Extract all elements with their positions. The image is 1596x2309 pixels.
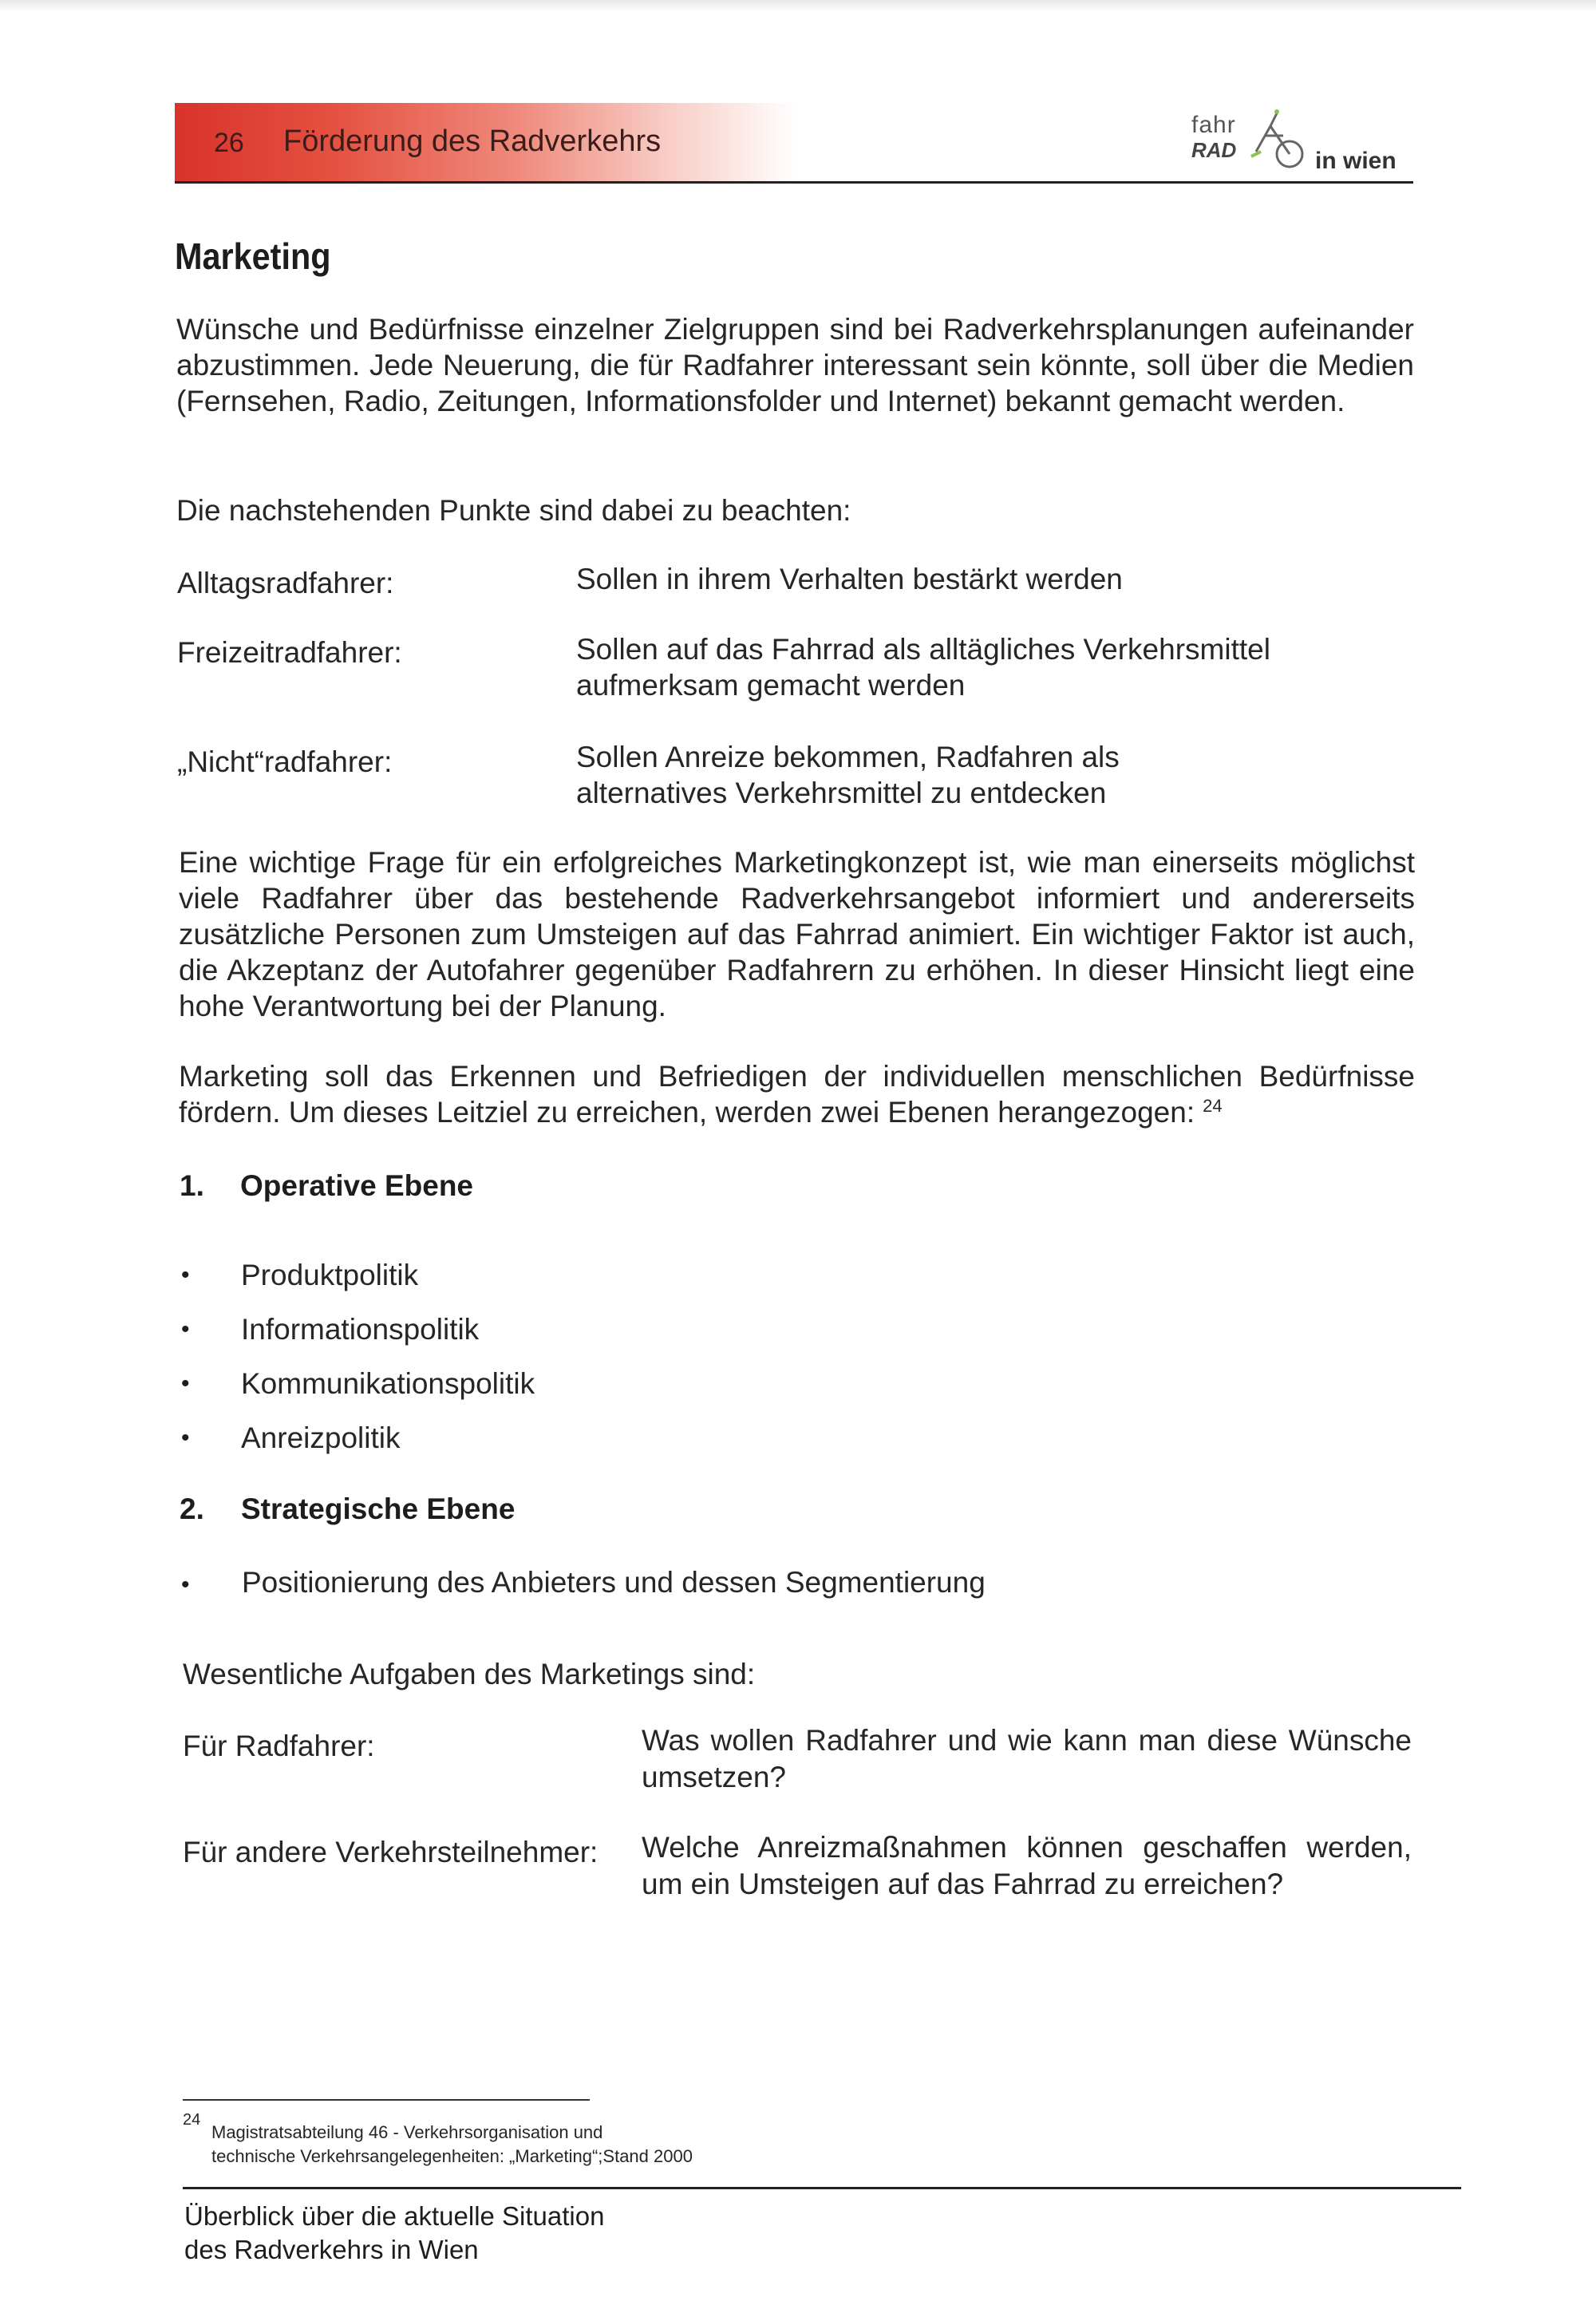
- levels-paragraph: [179, 1058, 1415, 1130]
- logo-text-rad: RAD: [1191, 138, 1237, 162]
- task-label: Für andere Verkehrsteilnehmer:: [183, 1836, 598, 1868]
- footnote-line: technische Verkehrsangelegenheiten: „Marketing“;Stand 2000: [211, 2146, 693, 2166]
- bullet-icon: •: [181, 1370, 190, 1397]
- target-group-label: „Nicht“radfahrer:: [177, 745, 393, 778]
- level-number: 2.: [180, 1493, 204, 1525]
- list-item: Produktpolitik: [241, 1259, 419, 1291]
- footer-text: [184, 2200, 604, 2267]
- scan-edge: [0, 0, 1596, 11]
- level-title: Operative Ebene: [240, 1169, 474, 1202]
- target-group-text: Sollen in ihrem Verhalten bestärkt werden: [576, 563, 1123, 595]
- task-text: Was wollen Radfahrer und wie kann man diese Wünsche umsetzen?: [642, 1724, 1412, 1793]
- chapter-title: Förderung des Radverkehrs: [283, 125, 662, 158]
- page-number: 26: [214, 128, 244, 158]
- footnote-divider: [183, 2099, 590, 2101]
- bullet-icon: •: [181, 1425, 190, 1451]
- footer-line: Überblick über die aktuelle Situation: [184, 2201, 605, 2231]
- footnote-reference: 24: [1203, 1095, 1223, 1116]
- level-title: Strategische Ebene: [241, 1493, 516, 1525]
- target-group-label: Freizeitradfahrer:: [177, 636, 402, 669]
- tasks-intro: Wesentliche Aufgaben des Marketings sind:: [183, 1658, 756, 1690]
- footer-line: des Radverkehrs in Wien: [184, 2235, 479, 2264]
- footnote-number: 24: [183, 2111, 201, 2129]
- task-label: Für Radfahrer:: [183, 1730, 375, 1762]
- footnote-text: [211, 2121, 693, 2169]
- list-item: Anreizpolitik: [241, 1421, 401, 1454]
- section-heading: Marketing: [175, 235, 331, 277]
- header-divider: [175, 181, 1413, 184]
- footer-divider: [183, 2187, 1461, 2189]
- target-group-label: Alltagsradfahrer:: [177, 567, 394, 599]
- levels-paragraph-text: Marketing soll das Erkennen und Befriedigen der individuellen menschlichen Bedürfnisse fördern. Um dieses Leitziel zu erreichen, werden zwei Ebenen herangezogen:: [179, 1060, 1415, 1129]
- target-group-text: Sollen auf das Fahrrad als alltägliches Verkehrsmittel aufmerksam gemacht werden: [576, 633, 1270, 702]
- target-group-text: Sollen Anreize bekommen, Radfahren als alternatives Verkehrsmittel zu entdecken: [576, 741, 1120, 809]
- points-intro: Die nachstehenden Punkte sind dabei zu beachten:: [176, 494, 851, 527]
- level-number: 1.: [180, 1169, 204, 1202]
- question-paragraph: Eine wichtige Frage für ein erfolgreiches Marketingkonzept ist, wie man einerseits möglichst viele Radfahrer über das bestehende Radverkehrsangebot informiert und andererseits zusätzliche Personen zum Umsteigen auf das Fahrrad animiert. Ein wichtiger Faktor ist auch, die Akzeptanz der Autofahrer gegenüber Radfahrern zu erhöhen. In dieser Hinsicht liegt eine hohe Verantwortung bei der Planung.: [179, 846, 1415, 1022]
- footnote-line: Magistratsabteilung 46 - Verkehrsorganisation und: [211, 2122, 603, 2142]
- logo-text-fahr: fahr: [1191, 112, 1236, 138]
- task-text: Welche Anreizmaßnahmen können geschaffen werden, um ein Umsteigen auf das Fahrrad zu erreichen?: [642, 1831, 1412, 1900]
- bullet-icon: •: [181, 1262, 190, 1288]
- bullet-icon: •: [181, 1572, 190, 1598]
- list-item: Informationspolitik: [241, 1313, 480, 1346]
- list-item: Positionierung des Anbieters und dessen Segmentierung: [242, 1566, 986, 1599]
- intro-paragraph: Wünsche und Bedürfnisse einzelner Zielgruppen sind bei Radverkehrsplanungen aufeinander abzustimmen. Jede Neuerung, die für Radfahrer interessant sein könnte, soll über die Medien (Fernsehen, Radio, Zeitungen, Informationsfolder und Internet) bekannt gemacht werden.: [176, 313, 1414, 417]
- list-item: Kommunikationspolitik: [241, 1367, 535, 1400]
- logo-text-in-wien: in wien: [1315, 148, 1396, 174]
- bullet-icon: •: [181, 1316, 190, 1342]
